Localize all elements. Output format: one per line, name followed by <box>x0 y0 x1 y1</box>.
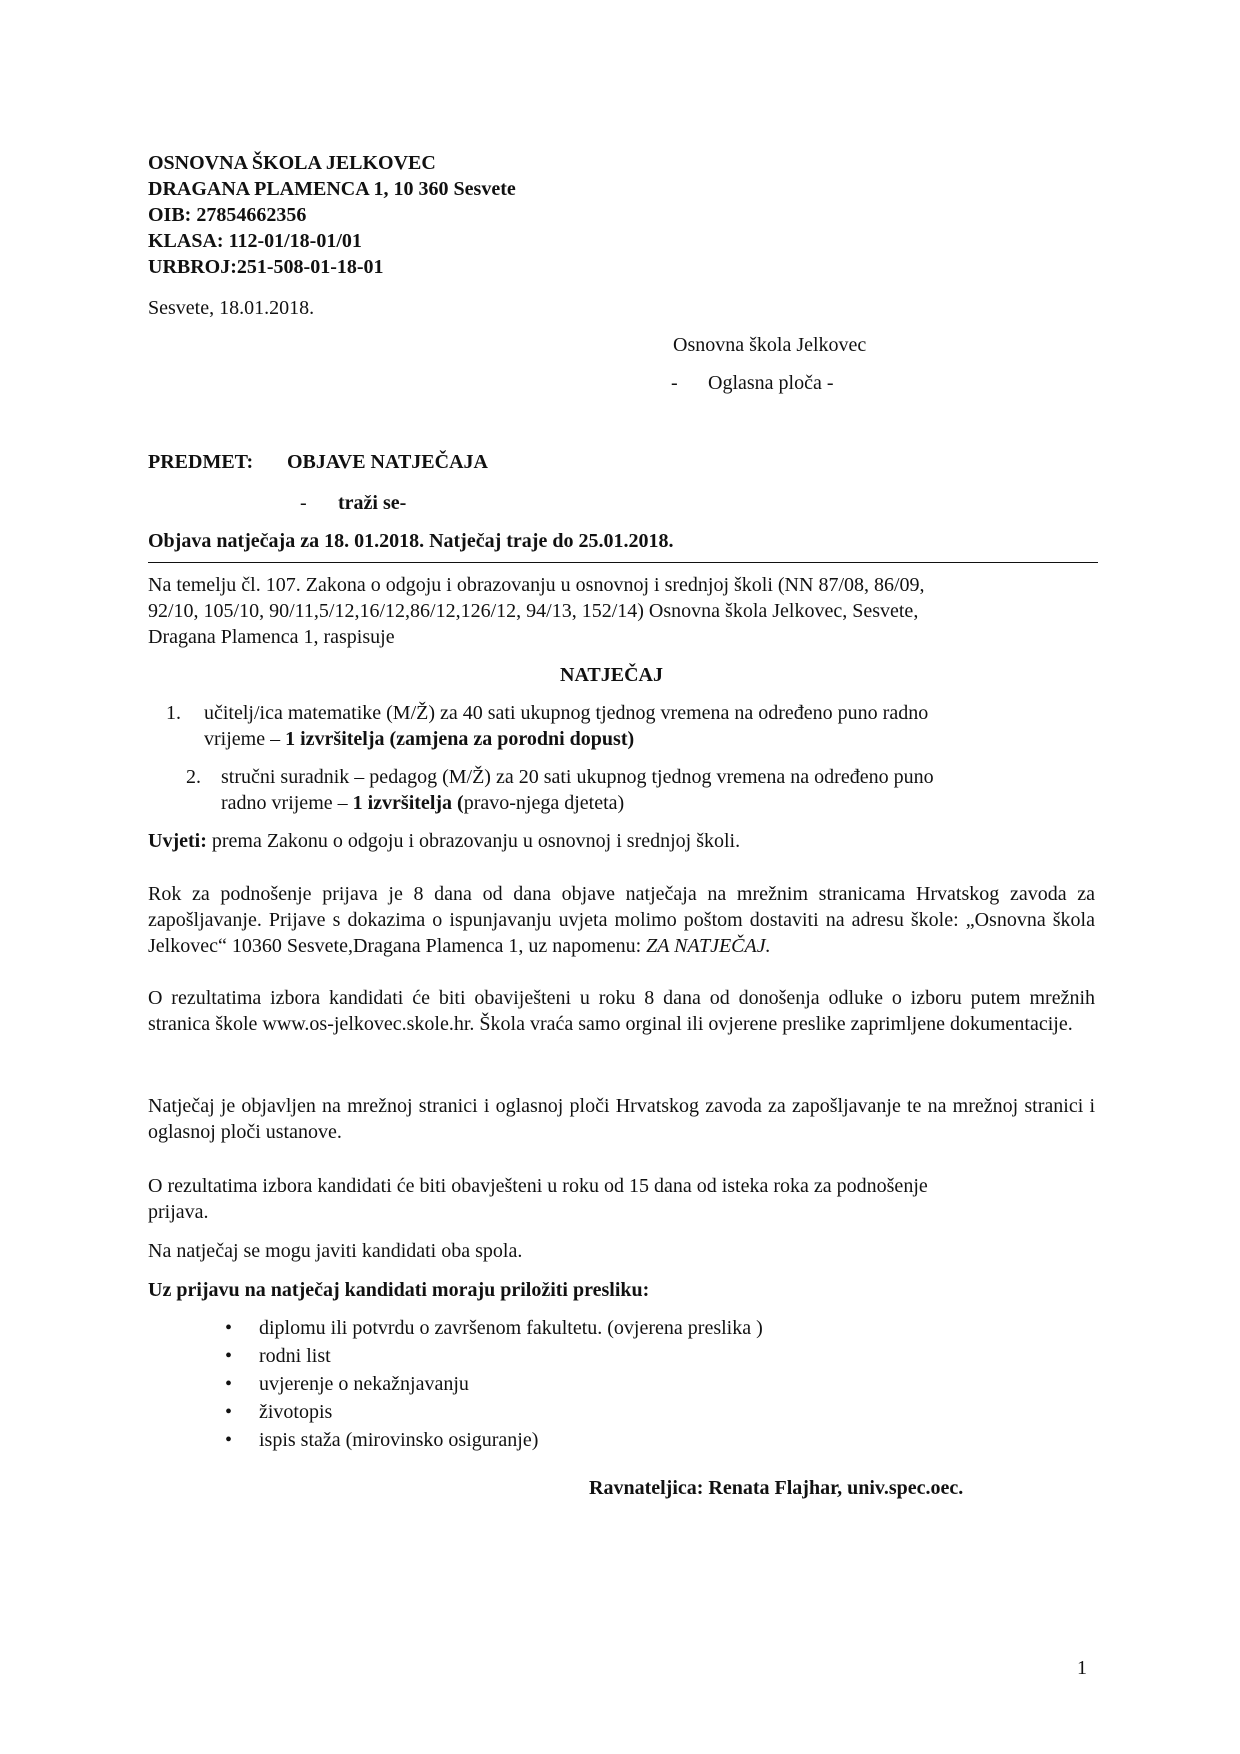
divider-line <box>148 562 1098 563</box>
place-date: Sesvete, 18.01.2018. <box>148 297 315 319</box>
list-item: životopis <box>259 1401 333 1423</box>
position-bold: 1 izvršitelja (zamjena za porodni dopust) <box>285 728 635 750</box>
recipient-board: Oglasna ploča - <box>708 372 834 394</box>
position-line-1: učitelj/ica matematike (M/Ž) za 40 sati ukupnog tjednog vremena na određeno puno radno <box>204 702 929 724</box>
intro-line-3: Dragana Plamenca 1, raspisuje <box>148 626 395 648</box>
position-plain: radno vrijeme – <box>221 792 353 814</box>
page-number: 1 <box>1077 1657 1087 1679</box>
list-item: rodni list <box>259 1345 331 1367</box>
results2-line-2: prijava. <box>148 1201 209 1223</box>
position-number: 1. <box>166 702 181 724</box>
list-item: uvjerenje o nekažnjavanju <box>259 1373 469 1395</box>
school-address: DRAGANA PLAMENCA 1, 10 360 Sesvete <box>148 178 516 200</box>
deadline-text: Rok za podnošenje prijava je 8 dana od dana objave natječaja na mrežnim stranicama Hrvatskog zavoda za zapošljavanje. Prijave s dokazima o ispunjavanju uvjeta molimo poštom dostaviti na adresu škole: „Osnovna škola Jelkovec“ 10360 Sesvete,Dragana Plamenca 1, uz napomenu: <box>148 883 1095 957</box>
results-paragraph: O rezultatima izbora kandidati će biti obaviješteni u roku 8 dana od donošenja odluke o izboru putem mrežnih stranica škole www.os-jelkovec.skole.hr. Škola vraća samo orginal ili ovjerene preslike zaprimljene dokumentacije. <box>148 987 1095 1035</box>
subject-sub: traži se- <box>338 492 407 514</box>
position-line-1: stručni suradnik – pedagog (M/Ž) za 20 sati ukupnog tjednog vremena na određeno puno <box>221 766 934 788</box>
oib: OIB: 27854662356 <box>148 204 307 226</box>
position-tail: pravo-njega djeteta) <box>463 792 625 814</box>
conditions <box>148 828 740 854</box>
deadline-note: ZA NATJEČAJ. <box>646 935 771 957</box>
natjecaj-title: NATJEČAJ <box>560 664 663 686</box>
subject-dash: - <box>300 492 307 514</box>
list-item: ispis staža (mirovinsko osiguranje) <box>259 1429 539 1451</box>
conditions-text: prema Zakonu o odgoju i obrazovanju u osnovnoj i srednjoj školi. <box>206 830 741 852</box>
published-paragraph: Natječaj je objavljen na mrežnoj stranici i oglasnoj ploči Hrvatskog zavoda za zapošljavanje te na mrežnoj stranici i oglasnoj ploči ustanove. <box>148 1095 1095 1143</box>
subject-label: PREDMET: <box>148 451 254 473</box>
bullet-icon: • <box>225 1373 233 1395</box>
position-number: 2. <box>186 766 201 788</box>
position-line-2 <box>221 790 624 816</box>
position-bold: 1 izvršitelja ( <box>352 792 464 814</box>
subject-title: OBJAVE NATJEČAJA <box>287 451 488 473</box>
recipient-name: Osnovna škola Jelkovec <box>673 334 867 356</box>
bullet-icon: • <box>225 1401 233 1423</box>
publication-dates: Objava natječaja za 18. 01.2018. Natječaj traje do 25.01.2018. <box>148 530 674 552</box>
both-sexes-note: Na natječaj se mogu javiti kandidati oba spola. <box>148 1240 523 1262</box>
urbroj: URBROJ:251-508-01-18-01 <box>148 256 384 278</box>
bullet-icon: • <box>225 1317 233 1339</box>
deadline-paragraph <box>148 881 1095 959</box>
bullet-icon: • <box>225 1345 233 1367</box>
bullet-icon: • <box>225 1429 233 1451</box>
school-name: OSNOVNA ŠKOLA JELKOVEC <box>148 152 436 174</box>
list-item: diplomu ili potvrdu o završenom fakultetu. (ovjerena preslika ) <box>259 1317 763 1339</box>
position-line-2 <box>204 726 634 752</box>
results2-line-1: O rezultatima izbora kandidati će biti obavješteni u roku od 15 dana od isteka roka za podnošenje <box>148 1175 928 1197</box>
klasa: KLASA: 112-01/18-01/01 <box>148 230 362 252</box>
intro-line-2: 92/10, 105/10, 90/11,5/12,16/12,86/12,126/12, 94/13, 152/14) Osnovna škola Jelkovec, Sesvete, <box>148 600 919 622</box>
recipient-dash: - <box>671 372 678 394</box>
attachments-heading: Uz prijavu na natječaj kandidati moraju priložiti presliku: <box>148 1279 650 1301</box>
signature: Ravnateljica: Renata Flajhar, univ.spec.oec. <box>589 1477 964 1499</box>
intro-line-1: Na temelju čl. 107. Zakona o odgoju i obrazovanju u osnovnoj i srednjoj školi (NN 87/08, 86/09, <box>148 574 925 596</box>
position-plain: vrijeme – <box>204 728 286 750</box>
conditions-label: Uvjeti: <box>148 830 207 852</box>
